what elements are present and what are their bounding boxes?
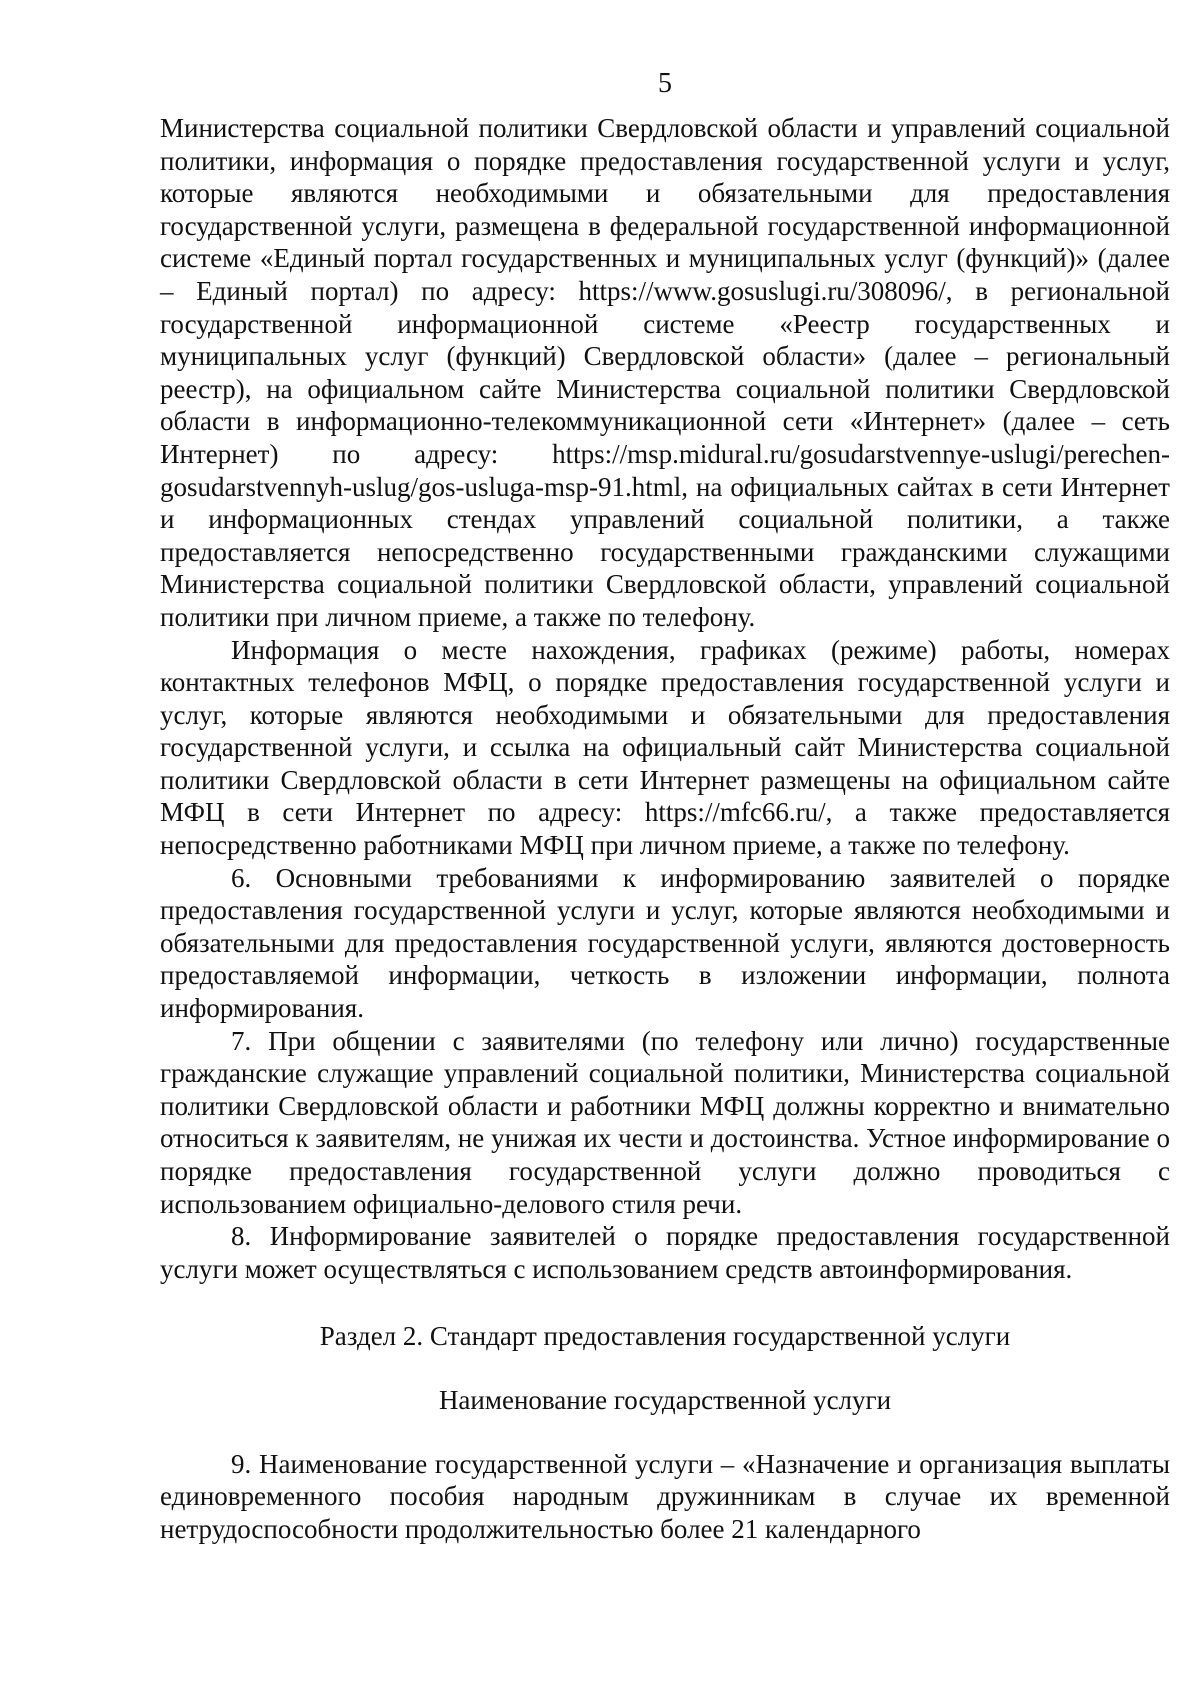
page-number: 5: [658, 68, 672, 99]
paragraph-mfc-info: Информация о месте нахождения, графиках (режиме) работы, номерах контактных телефонов МФЦ, о порядке предоставления государственной услуги и услуг, которые являются необходимыми и обязательными для предоставления государственной услуги, и ссылка на официальный сайт Министерства социальной политики Свердловской области в сети Интернет размещены на официальном сайте МФЦ в сети Интернет по адресу: https://mfc66.ru/, а также предоставляется непосредственно работниками МФЦ при личном приеме, а также по телефону.: [160, 634, 1170, 861]
subsection-heading: Наименование государственной услуги: [438, 1384, 892, 1415]
paragraph-9: 9. Наименование государственной услуги – «Назначение и организация выплаты единовременного пособия народным дружинникам в случае их временной нетрудоспособности продолжительностью более 21 календарного: [160, 1448, 1170, 1544]
document-body: [160, 112, 1170, 1545]
paragraph-continuation: Министерства социальной политики Свердловской области и управлений социальной политики, информация о порядке предоставления государственной услуги и услуг, которые являются необходимыми и обязательными для предоставления государственной услуги, размещена в федеральной государственной информационной системе «Единый портал государственных и муниципальных услуг (функций)» (далее – Единый портал) по адресу: https://www.gosuslugi.ru/308096/, в региональной государственной информационной системе «Реестр государственных и муниципальных услуг (функций) Свердловской области» (далее – региональный реестр), на официальном сайте Министерства социальной политики Свердловской области в информационно-телекоммуникационной сети «Интернет» (далее – сеть Интернет) по адресу: https://msp.midural.ru/gosudarstvennye-uslugi/perechen-gosudarstvennyh-uslug/gos-usluga-msp-91.html, на официальных сайтах в сети Интернет и информационных стендах управлений социальной политики, а также предоставляется непосредственно государственными гражданскими служащими Министерства социальной политики Свердловской области, управлений социальной политики при личном приеме, а также по телефону.: [160, 113, 1170, 632]
section-heading: Раздел 2. Стандарт предоставления государственной услуги: [319, 1321, 1011, 1352]
paragraph-8: 8. Информирование заявителей о порядке предоставления государственной услуги может осуществляться с использованием средств автоинформирования.: [160, 1221, 1170, 1284]
paragraph-7: 7. При общении с заявителями (по телефону или лично) государственные гражданские служащие управлений социальной политики, Министерства социальной политики Свердловской области и работники МФЦ должны корректно и внимательно относиться к заявителям, не унижая их чести и достоинства. Устное информирование о порядке предоставления государственной услуги должно проводиться с использованием официально-делового стиля речи.: [160, 1025, 1170, 1219]
paragraph-6: 6. Основными требованиями к информированию заявителей о порядке предоставления государственной услуги и услуг, которые являются необходимыми и обязательными для предоставления государственной услуги, являются достоверность предоставляемой информации, четкость в изложении информации, полнота информирования.: [160, 862, 1170, 1024]
